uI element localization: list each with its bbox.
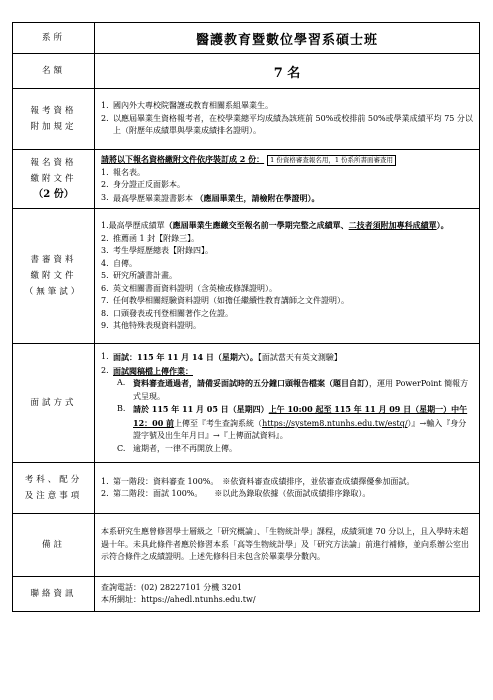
list-item: 2. 身分證正反面影本。: [101, 180, 185, 189]
list-item: 8. 口頭發表或刊登相關著作之佐證。: [101, 308, 233, 318]
list-item: 6. 英文相關書面資料證明（含英檢或修課證明）。: [101, 283, 277, 293]
copies-note-box: 1 份資格審查報名用，1 份系所書面審查用: [267, 155, 396, 166]
list-item: B. 請於 115 年 11 月 05 日（星期四）上午 10:00 起至 115 年 11 月 09 日（星期一）中午 12：00 前上傳至『考生查詢系統（https://system8.ntunhs.edu.tw/estq/）』→輸入『身分證字號及出生年月日』→『上傳面試資料』。: [117, 404, 468, 440]
quota-value: 7 名: [95, 54, 480, 89]
header-row: [13, 23, 480, 54]
documents-content: [95, 150, 480, 209]
eligibility-label-line2: 附加規定: [30, 122, 77, 132]
list-item: C. 逾期者，一律不再開放上傳。: [117, 443, 237, 453]
eligibility-content: [95, 89, 480, 150]
list-item: 1. 第一階段：資料審查 100%。 ※依資料審查成績排序，並依審查成績擇優參加面試。: [101, 476, 415, 486]
exam-label: 面試方式: [13, 344, 95, 463]
documents-label: 報名資格 繳附文件 （2 份）: [13, 150, 95, 209]
quota-row: [13, 54, 480, 89]
list-item: 1. 國內外大專校院醫護或教育相關系組畢業生。: [101, 101, 273, 111]
list-item: 3. 考生學經歷總表【附錄四】。: [101, 246, 213, 256]
list-item: 9. 其他特殊表現資料證明。: [101, 321, 201, 331]
list-item: 2. 以應屆畢業生資格報考者，在校學業總平均成績為該班前 50%或校排前 50%或學業成績平均 75 分以上（附歷年成績單與學業成績排名證明）。: [101, 113, 473, 136]
list-item: 4. 自傳。: [101, 258, 137, 268]
list-item: 7. 任何教學相關經驗資料證明（如擔任繼續性教育講師之文件證明）。: [101, 296, 349, 306]
review-content: [95, 209, 480, 344]
list-item: 2. 推薦函 1 封【附錄三】。: [101, 233, 200, 243]
list-item: 3. 最高學歷畢業證書影本 （應屆畢業生，請檢附在學證明）。: [101, 192, 320, 203]
eligibility-label: [13, 89, 95, 150]
program-title: 醫護教育暨數位學習系碩士班: [95, 23, 480, 54]
list-item: 1. 面試：115 年 11 月 14 日（星期六）。【面試當天有英文測驗】: [101, 352, 342, 362]
list-item: A. 資料審查通過者，請備妥面試時的五分鐘口頭報告檔案（題目自訂），運用 PowerPoint 簡報方式呈現。: [117, 378, 469, 401]
scoring-content: [95, 463, 480, 514]
documents-row: [13, 150, 480, 209]
remarks-row: [13, 514, 480, 577]
quota-label: 名額: [13, 54, 95, 89]
admission-table: [12, 22, 480, 612]
review-row: [13, 209, 480, 344]
exam-row: [13, 344, 480, 463]
contact-content: [95, 577, 480, 612]
documents-intro: 請將以下報名資格繳附文件依序裝訂成 2 份：: [101, 154, 265, 164]
exam-content: [95, 344, 480, 463]
review-label: 書審資料 繳附文件 （無筆試）: [13, 209, 95, 344]
dept-label: 系所: [13, 23, 95, 54]
list-item: 1. 報名表。: [101, 167, 145, 177]
scoring-label: 考科、配分 及注意事項: [13, 463, 95, 514]
contact-row: [13, 577, 480, 612]
list-item: 1.最高學歷成績單（應屆畢業生應繳交至報名前一學期完整之成績單、二技者須附加專科成績單）。: [101, 220, 449, 231]
contact-website[interactable]: 本所網址：https://ahedl.ntunhs.edu.tw/: [101, 595, 256, 604]
remarks-label: 備註: [13, 514, 95, 577]
estq-link[interactable]: https://system8.ntunhs.edu.tw/estq/: [262, 418, 408, 428]
contact-phone: 查詢電話：(02) 28227101 分機 3201: [101, 582, 243, 592]
list-item: 2. 第二階段：面試 100%。 ※以此為錄取依據（依面試成績排序錄取）。: [101, 489, 371, 498]
list-item: 2. 面試閱稿檔上傳作業：: [101, 365, 193, 376]
remarks-content: 本系研究生應曾修習學士層級之「研究概論」、「生物統計學」課程，成績須達 70 分以上，且入學時未超過十年。未具此條件者應於修習本系「高等生物統計學」及「研究方法論」前進行補修，並向系辦公室出示符合條件之成績證明。上述先修科目未包含於畢業學分數內。: [95, 514, 480, 577]
eligibility-label-line1: 報考資格: [30, 106, 77, 116]
scoring-row: [13, 463, 480, 514]
eligibility-row: [13, 89, 480, 150]
contact-label: 聯絡資訊: [13, 577, 95, 612]
list-item: 5. 研究所讀書計畫。: [101, 271, 177, 281]
